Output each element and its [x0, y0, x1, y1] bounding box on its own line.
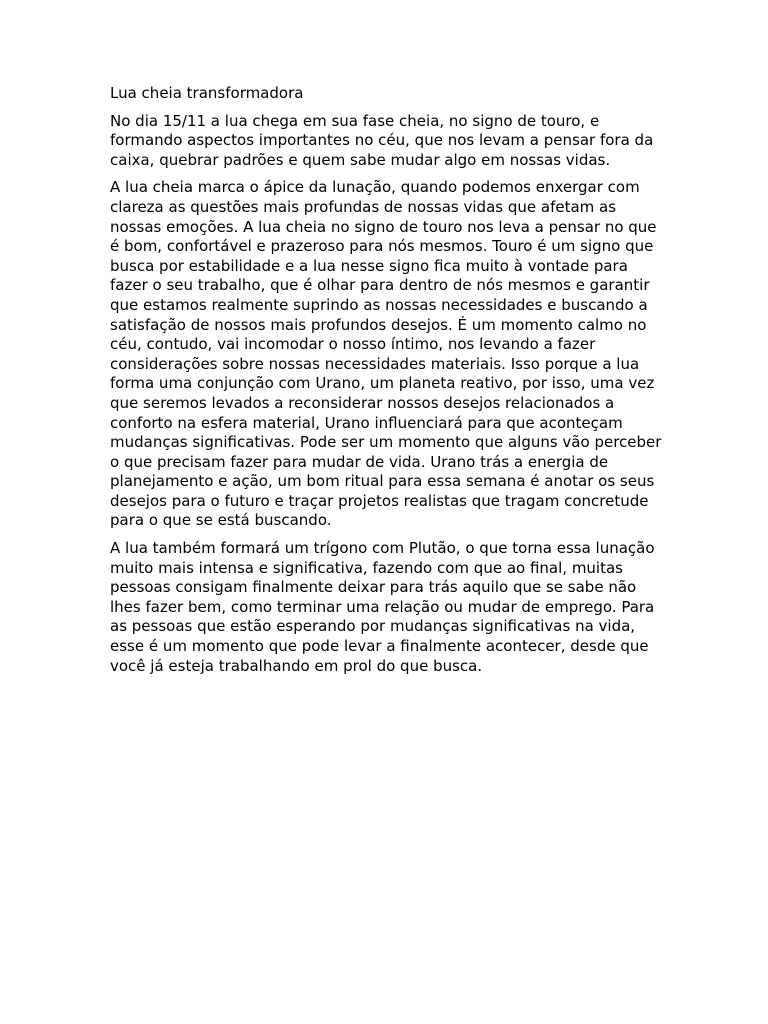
paragraph-3: A lua também formará um trígono com Plutão, o que torna essa lunação muito mais intensa e significativa, fazendo com que ao final, muitas pessoas consigam finalmente deixar para trás aquilo que se sabe não lhes fazer bem, como terminar uma relação ou mudar de emprego. Para as pessoas que estão esperando por mudanças significativas na vida, esse é um momento que pode levar a finalmente acontecer, desde que você já esteja trabalhando em prol do que busca.	[110, 539, 655, 675]
document-page	[110, 84, 670, 684]
paragraph-2: A lua cheia marca o ápice da lunação, quando podemos enxergar com clareza as questões mais profundas de nossas vidas que afetam as nossas emoções. A lua cheia no signo de touro nos leva a pensar no que é bom, confortável e prazeroso para nós mesmos. Touro é um signo que busca por estabilidade e a lua nesse signo fica muito à vontade para fazer o seu trabalho, que é olhar para dentro de nós mesmos e garantir que estamos realmente suprindo as nossas necessidades e buscando a satisfação de nossos mais profundos desejos. É um momento calmo no céu, contudo, vai incomodar o nosso íntimo, nos levando a fazer considerações sobre nossas necessidades materiais. Isso porque a lua forma uma conjunção com Urano, um planeta reativo, por isso, uma vez que seremos levados a reconsiderar nossos desejos relacionados a conforto na esfera material, Urano influenciará para que aconteçam mudanças significativas. Pode ser um momento que alguns vão perceber o que precisam fazer para mudar de vida. Urano trás a energia de planejamento e ação, um bom ritual para essa semana é anotar os seus desejos para o futuro e traçar projetos realistas que tragam concretude para o que se está buscando.	[110, 178, 662, 530]
document-title: Lua cheia transformadora	[110, 84, 304, 102]
paragraph-1: No dia 15/11 a lua chega em sua fase cheia, no signo de touro, e formando aspectos importantes no céu, que nos levam a pensar fora da caixa, quebrar padrões e quem sabe mudar algo em nossas vidas.	[110, 111, 654, 169]
